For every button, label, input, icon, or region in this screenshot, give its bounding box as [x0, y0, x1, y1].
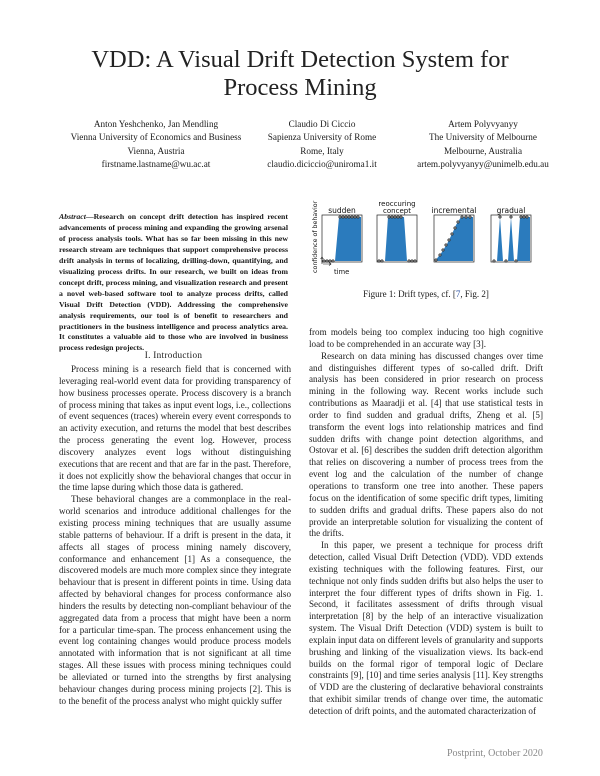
panel-title-concept: concept: [383, 207, 411, 215]
left-column: [59, 364, 291, 707]
paragraph: In this paper, we present a technique for process drift detection, called Visual Drift Detection (VDD). VDD extends existing techniques with the following features. First, our technique not only finds sudden drifts but also helps the user to interpret the four different types of drifts shown in Fig. 1. Second, it facilitates assessment of drifts through visual interpretation [8] by the help of an interactive visualization system. The Visual Drift Detection (VDD) system is built to explain input data on different levels of granularity and supports brushing and linking of the visualization views. Its back-end builds on the formal rigor of temporal logic of Declare constraints [9], [10] and time series analysis [11]. Key strengths of VDD are the clustering of declarative behavioral constraints that exhibit similar trends of change over time, the automatic detection of drift points, and the automated characterization of: [309, 540, 543, 716]
author-location: Melbourne, Australia: [443, 145, 523, 156]
author-block-2: [252, 118, 392, 172]
paragraph-continued: from models being too complex inducing too high cognitive load to be comprehended in an accurate way [3].: [309, 327, 543, 349]
panel-title-sudden: sudden: [328, 206, 356, 215]
title-line-1: VDD: A Visual Drift Detection System for: [91, 46, 509, 73]
caption-mid: , Fig.: [460, 289, 482, 299]
paragraph: Process mining is a research field that is concerned with leveraging real-world event data for providing transparency of how business processes operate. Process discovery is a branch of process mining that takes as input event logs, i.e., collections of event sequences (traces) wherein every event corresponds to an activity execution, and returns the model that best describes the process generating the event log. However, process discovery analyzes event logs without distinguishing executions that are recent and that are far in the past. Therefore, it does not explicitly show the behavioral changes that occur in the time lapse during which those data is gathered.: [59, 364, 291, 493]
author-affiliation: The University of Melbourne: [429, 132, 537, 143]
author-affiliation: Sapienza University of Rome: [267, 132, 377, 143]
postprint-footer: Postprint, October 2020: [447, 748, 543, 759]
paper-title: [0, 46, 600, 102]
author-email: claudio.diciccio@uniroma1.it: [267, 159, 377, 170]
drift-shape-gradual: [492, 217, 530, 261]
section-heading-introduction: I. Introduction: [144, 350, 203, 360]
citation-link-7[interactable]: 7: [455, 289, 461, 299]
author-names: Artem Polyvyanyy: [448, 119, 518, 129]
drift-shape-reoccuring: [378, 217, 407, 261]
drift-types-figure: [309, 200, 543, 284]
figure-caption: [309, 289, 543, 299]
author-location: Vienna, Austria: [127, 145, 185, 156]
abstract: [59, 212, 288, 354]
x-axis-label: time: [334, 268, 350, 276]
author-location: Rome, Italy: [300, 145, 344, 156]
right-column: [309, 327, 543, 718]
drift-shape-sudden: [323, 217, 361, 261]
author-block-3: [384, 118, 582, 172]
x-axis-arrow: [323, 263, 331, 266]
abstract-text: —Research on concept drift detection has inspired recent advancements of process mining and expanding the growing arsenal of process analysis tools. What has so far been missing in this new research stream are techniques that support comprehensive process drift analysis in terms of localizing, drilling-down, quantifying, and visualizing process drifts. In our research, we built on ideas from concept drift, process mining, and visualization research and present a novel web-based software tool to analyze process drifts, called Visual Drift Detection (VDD). Addressing the comprehensive analysis requirements, our tool is of benefit to researchers and practitioners in the business intelligence and process analytics area. It constitutes a valuable aid to those who are involved in business process redesign projects.: [59, 212, 288, 353]
caption-prefix: Figure 1: Drift types, cf. [: [363, 289, 456, 299]
caption-suffix: ]: [485, 289, 489, 299]
panel-title-gradual: gradual: [496, 206, 526, 215]
author-names: Anton Yeshchenko, Jan Mendling: [93, 119, 219, 129]
abstract-label: Abstract: [59, 212, 86, 221]
y-axis-label: confidence of behavior: [312, 200, 319, 273]
panel-title-incremental: incremental: [431, 206, 477, 215]
paragraph: Research on data mining has discussed changes over time and distinguishes different types of so-called drift. Drift analysis has been considered in prior research on process mining in the following way. Recent works include such contributions as Maaradji et al. [4] that use statistical tests in order to find sudden and gradual drifts, Zheng et al. [5] transform the event logs into relationship matrices and find sudden drifts with change point detection algorithms, and Ostovar et al. [6] describes the sudden drift detection algorithm that relies on discovering a number of process trees from the event log and the calculation of the number of change operations to transform one tree into another. These papers focus on the identification of some specific drift types, limiting to sudden drifts and gradual drifts. These papers also do not provide an interpretable solution for visualizing the content of the drifts.: [309, 350, 543, 539]
title-line-2: Process Mining: [223, 74, 377, 101]
author-names: Claudio Di Ciccio: [288, 119, 356, 129]
caption-ref-fig: 2: [481, 289, 486, 299]
author-affiliation: Vienna University of Economics and Business: [70, 132, 242, 143]
author-block-1: [48, 118, 264, 172]
paragraph: These behavioral changes are a commonplace in the real-world scenarios and introduce additional challenges for the existing process mining techniques that are usually assume stable patterns of behaviour. If a drift is present in the data, it affects all stages of process mining namely discovery, conformance and enhancement [1] As a consequence, the discovered models are much more complex since they integrate behaviour that is present in different points in time. Using data affected by behavioral changes for process conformance also hinders the results by detecting non-compliant behaviour of the aggregated data from a process that might have been a norm for a particular time-span. The process enhancement using the event log containing changes would produce process models annotated with information that is not significant at all time stages. All these issues with process mining techniques could be alleviated or turned into the strengths by first analysing behaviour changes during process mining projects [2]. This is to the benefit of the process analyst who might quickly suffer: [59, 494, 291, 706]
panel-title-reoccuring: reoccuring: [378, 200, 416, 208]
author-email: artem.polyvyanyy@unimelb.edu.au: [417, 159, 549, 170]
author-email: firstname.lastname@wu.ac.at: [101, 159, 211, 170]
